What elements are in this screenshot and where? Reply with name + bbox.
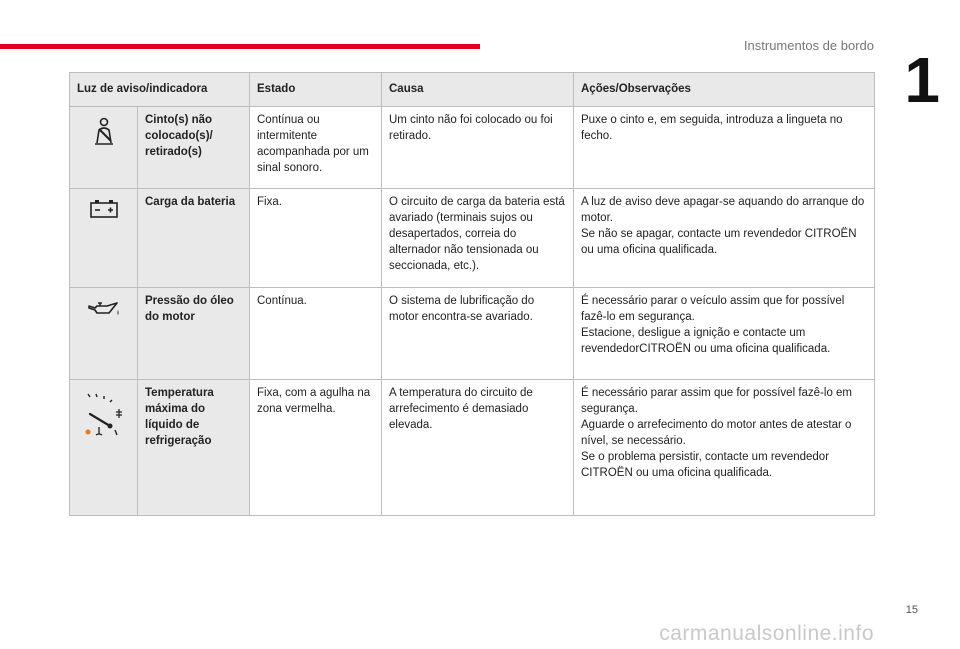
icon-cell	[70, 107, 138, 189]
actions-cell: É necessário parar o veículo assim que for possível fazê-lo em segurança. Estacione, desligue a ignição e contacte um revendedorCITROËN ou uma oficina qualificada.	[574, 288, 875, 380]
table-row	[70, 288, 875, 380]
warning-name: Cinto(s) não colocado(s)/ retirado(s)	[138, 107, 250, 189]
column-header-warning-light: Luz de aviso/indicadora	[70, 73, 250, 107]
cause-cell: O sistema de lubrificação do motor encontra-se avariado.	[382, 288, 574, 380]
column-header-state: Estado	[250, 73, 382, 107]
table-header-row	[70, 73, 875, 107]
actions-cell: A luz de aviso deve apagar-se aquando do arranque do motor. Se não se apagar, contacte um revendedor CITROËN ou uma oficina qualificada.	[574, 189, 875, 288]
state-cell: Contínua.	[250, 288, 382, 380]
cause-cell: Um cinto não foi colocado ou foi retirado.	[382, 107, 574, 189]
warning-name: Pressão do óleo do motor	[138, 288, 250, 380]
cause-cell: O circuito de carga da bateria está avariado (terminais sujos ou desapertados, correia do alternador não tensionada ou seccionada, etc.).	[382, 189, 574, 288]
actions-cell: Puxe o cinto e, em seguida, introduza a lingueta no fecho.	[574, 107, 875, 189]
state-cell: Fixa.	[250, 189, 382, 288]
warning-lights-table	[69, 72, 875, 516]
header-accent-bar	[0, 44, 480, 49]
state-cell: Contínua ou intermitente acompanhada por um sinal sonoro.	[250, 107, 382, 189]
battery-icon	[89, 199, 119, 224]
icon-cell	[70, 380, 138, 516]
coolant-temperature-gauge-icon	[82, 390, 126, 445]
watermark: carmanualsonline.info	[659, 622, 874, 645]
table-row	[70, 380, 875, 516]
state-cell: Fixa, com a agulha na zona vermelha.	[250, 380, 382, 516]
table-row	[70, 107, 875, 189]
warning-name: Temperatura máxima do líquido de refrigeração	[138, 380, 250, 516]
table-row	[70, 189, 875, 288]
warning-name: Carga da bateria	[138, 189, 250, 288]
page-number: 15	[905, 604, 918, 616]
cause-cell: A temperatura do circuito de arrefecimento é demasiado elevada.	[382, 380, 574, 516]
icon-cell	[70, 189, 138, 288]
column-header-actions: Ações/Observações	[574, 73, 875, 107]
actions-cell: É necessário parar assim que for possível fazê-lo em segurança. Aguarde o arrefecimento do motor antes de atestar o nível, se necessário. Se o problema persistir, contacte um revendedor CITROËN ou uma oficina qualificada.	[574, 380, 875, 516]
icon-cell	[70, 288, 138, 380]
section-title: Instrumentos de bordo	[743, 38, 874, 53]
column-header-cause: Causa	[382, 73, 574, 107]
chapter-number: 1	[904, 44, 940, 116]
oil-can-icon	[87, 298, 121, 325]
seatbelt-icon	[91, 117, 117, 152]
